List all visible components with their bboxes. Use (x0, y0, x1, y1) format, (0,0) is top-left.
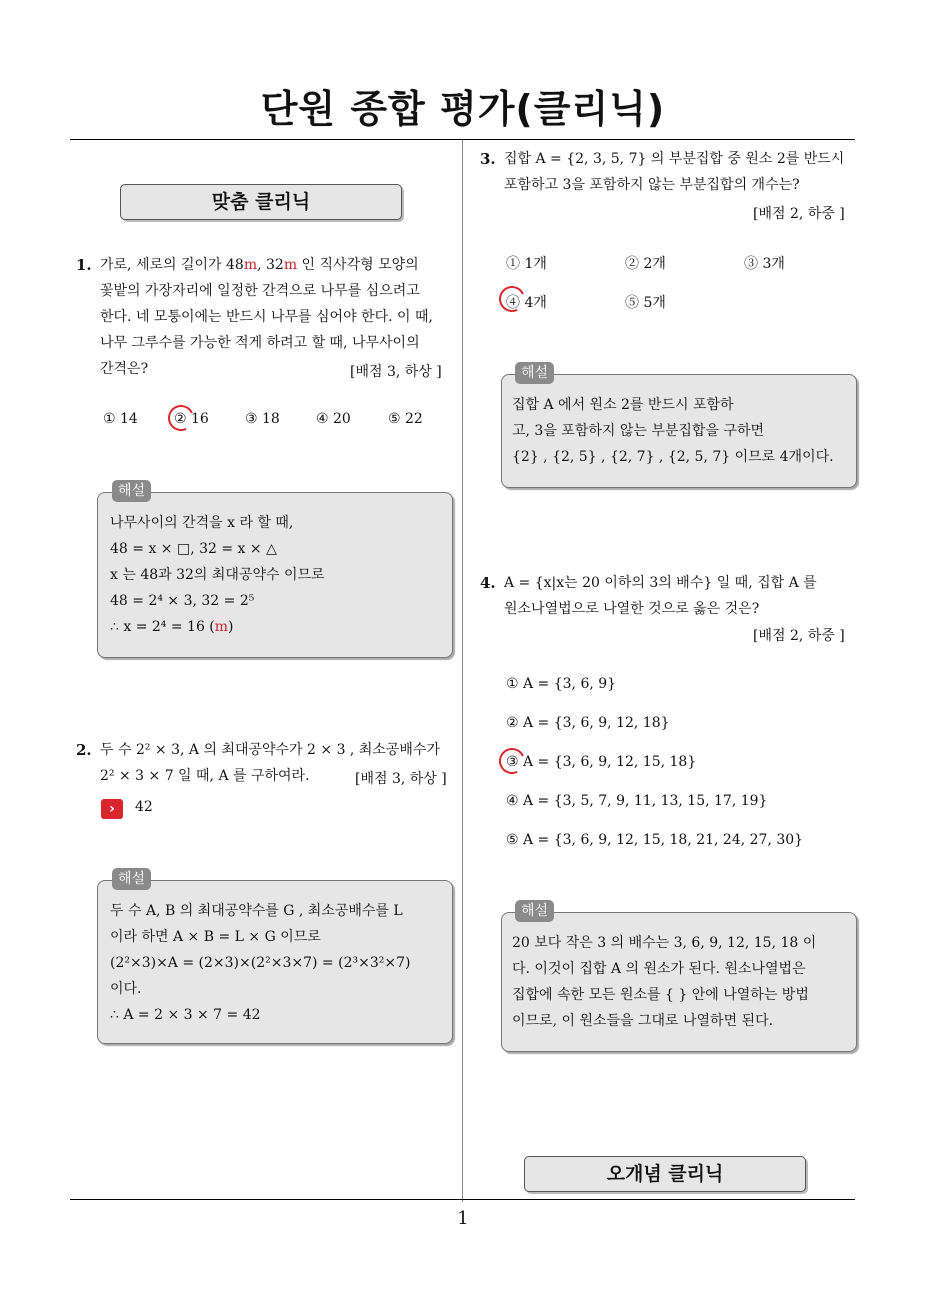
q1-explanation-tag: 해설 (112, 480, 151, 502)
q4-exp-line2: 다. 이것이 집합 A 의 원소가 된다. 원소나열법은 (512, 961, 806, 977)
q4-choice-5[interactable]: ⑤ A = {3, 6, 9, 12, 15, 18, 21, 24, 27, 30} (506, 832, 804, 848)
q2-line1: 두 수 2² × 3, A 의 최대공약수가 2 × 3 , 최소공배수가 (100, 742, 440, 758)
q1-exp-line4: 48 = 2⁴ × 3, 32 = 2⁵ (110, 593, 255, 609)
q4-text (504, 570, 864, 622)
q3-number: 3. (480, 150, 496, 168)
q1-score: [배점 3, 하상 ] (350, 364, 442, 380)
q1-explanation-text (110, 510, 325, 640)
q4-choice-1[interactable]: ① A = {3, 6, 9} (506, 676, 617, 692)
q4-line1: A = {x|x는 20 이하의 3의 배수} 일 때, 집합 A 를 (504, 575, 817, 591)
q4-choice-3[interactable]: ③ A = {3, 6, 9, 12, 15, 18} (506, 754, 697, 770)
q2-answer: 42 (135, 799, 153, 815)
page-number: 1 (457, 1208, 469, 1229)
q3-explanation-tag: 해설 (515, 362, 554, 384)
q2-explanation-tag: 해설 (112, 868, 151, 890)
q1-exp-line1: 나무사이의 간격을 x 라 할 때, (110, 515, 294, 531)
selected-mark-icon (495, 744, 528, 777)
q1-line4: 나무 그루수를 가능한 적게 하려고 할 때, 나무사이의 (100, 335, 420, 351)
q2-number: 2. (76, 741, 92, 759)
q1-exp-unit: m (214, 619, 229, 635)
q1-number: 1. (76, 256, 92, 274)
q4-score: [배점 2, 하중 ] (753, 628, 845, 644)
q4-choice-4[interactable]: ④ A = {3, 5, 7, 9, 11, 13, 15, 17, 19} (506, 793, 768, 809)
q3-choice-2[interactable]: ② 2개 (625, 256, 666, 272)
q3-choice-5[interactable]: ⑤ 5개 (625, 295, 666, 311)
q1-exp-close: ) (228, 619, 234, 635)
q1-line1a: 가로, 세로의 길이가 48 (100, 257, 244, 273)
q2-exp-line5: ∴ A = 2 × 3 × 7 = 42 (110, 1007, 261, 1023)
selected-mark-icon (164, 401, 197, 434)
custom-clinic-banner: 맞춤 클리닉 (120, 184, 402, 220)
q1-exp-line5: ∴ x = 2⁴ = 16 ( (110, 619, 215, 635)
q3-choice-1[interactable]: ① 1개 (506, 256, 547, 272)
q1-unit: m (243, 257, 258, 273)
q2-exp-line4: 이다. (110, 981, 142, 997)
q1-choice-5[interactable]: ⑤ 22 (388, 411, 423, 427)
q4-exp-line3: 집합에 속한 모든 원소를 { } 안에 나열하는 방법 (512, 987, 809, 1003)
q1-choice-3[interactable]: ③ 18 (245, 411, 280, 427)
q1-line1c: 인 직사각형 모양의 (297, 257, 419, 273)
q1-unit-2: m (283, 257, 298, 273)
q2-exp-line2: 이라 하면 A × B = L × G 이므로 (110, 929, 321, 945)
q4-line2: 원소나열법으로 나열한 것으로 옳은 것은? (504, 601, 760, 617)
q1-exp-line2: 48 = x × □, 32 = x × △ (110, 541, 277, 557)
q1-line2: 꽃밭의 가장자리에 일정한 간격으로 나무를 심으려고 (100, 283, 420, 299)
q1-line5: 간격은? (100, 361, 149, 377)
q4-explanation-tag: 해설 (515, 900, 554, 922)
q1-choice-4[interactable]: ④ 20 (316, 411, 351, 427)
q3-exp-line3: {2} , {2, 5} , {2, 7} , {2, 5, 7} 이므로 4개이다. (512, 449, 834, 465)
q3-score: [배점 2, 하중 ] (753, 206, 845, 222)
q3-choice-3[interactable]: ③ 3개 (744, 256, 785, 272)
q2-explanation-text (110, 898, 410, 1028)
q3-line2: 포함하고 3을 포함하지 않는 부분집합의 개수는? (504, 177, 800, 193)
q3-explanation-text (512, 392, 834, 470)
q1-exp-line3: x 는 48과 32의 최대공약수 이므로 (110, 567, 325, 583)
page-title: 단원 종합 평가(클리닉) (260, 87, 666, 131)
q4-number: 4. (480, 574, 496, 592)
q3-line1: 집합 A = {2, 3, 5, 7} 의 부분집합 중 원소 2를 반드시 (504, 151, 845, 167)
q3-choice-4[interactable]: ④ 4개 (506, 295, 547, 311)
q2-line2: 2² × 3 × 7 일 때, A 를 구하여라. (100, 768, 310, 784)
misconception-clinic-banner: 오개념 클리닉 (524, 1156, 806, 1192)
q4-exp-line4: 이므로, 이 원소들을 그대로 나열하면 된다. (512, 1013, 774, 1029)
q3-text (504, 146, 864, 198)
q4-exp-line1: 20 보다 작은 3 의 배수는 3, 6, 9, 12, 15, 18 이 (512, 935, 817, 951)
q1-choice-1[interactable]: ① 14 (103, 411, 138, 427)
q2-exp-line1: 두 수 A, B 의 최대공약수를 G , 최소공배수를 L (110, 903, 403, 919)
q3-exp-line1: 집합 A 에서 원소 2를 반드시 포함하 (512, 397, 734, 413)
answer-arrow-icon: › (101, 799, 123, 819)
bottom-rule (70, 1199, 855, 1200)
q3-exp-line2: 고, 3을 포함하지 않는 부분집합을 구하면 (512, 423, 764, 439)
q4-choice-2[interactable]: ② A = {3, 6, 9, 12, 18} (506, 715, 670, 731)
q1-line3: 한다. 네 모퉁이에는 반드시 나무를 심어야 한다. 이 때, (100, 309, 433, 325)
q2-score: [배점 3, 하상 ] (355, 771, 447, 787)
column-divider (462, 140, 463, 1202)
q2-exp-line3: (2²×3)×A = (2×3)×(2²×3×7) = (2³×3²×7) (110, 955, 411, 971)
q1-line1b: , 32 (257, 257, 284, 273)
q1-choice-2[interactable]: ② 16 (174, 411, 209, 427)
q4-explanation-text (512, 930, 816, 1034)
